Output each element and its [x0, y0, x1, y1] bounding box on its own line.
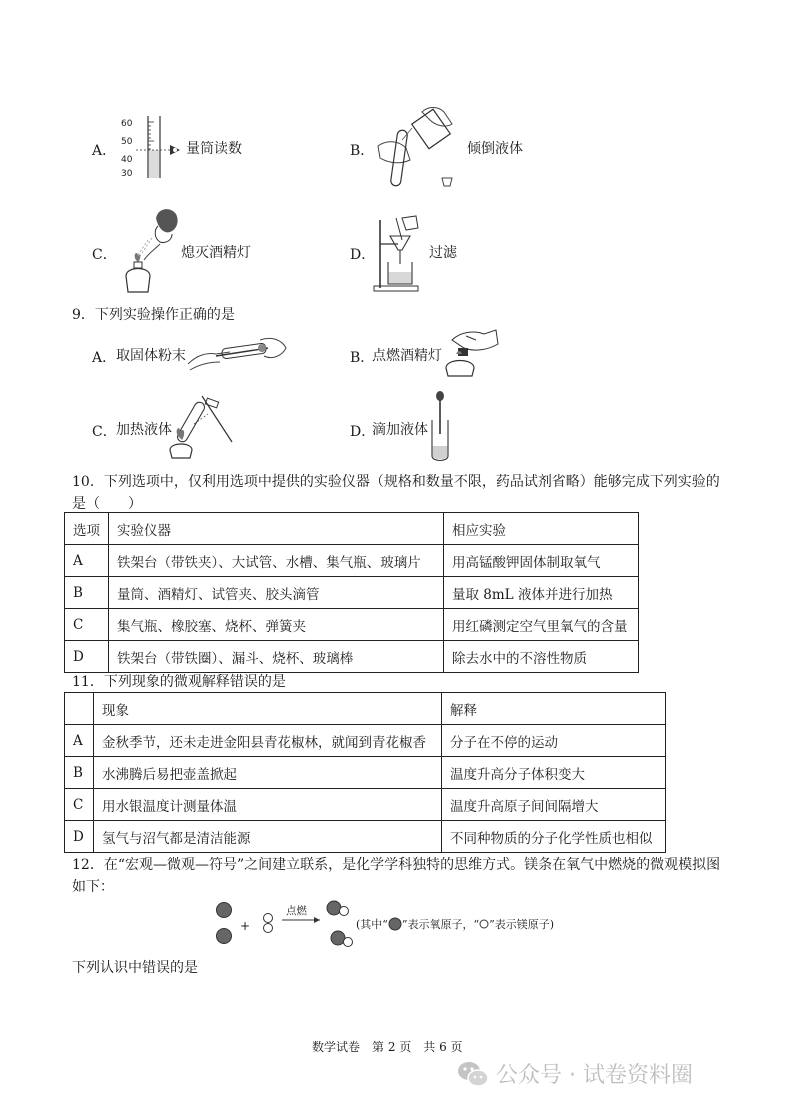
q12-stem-line2: 如下： [72, 879, 114, 895]
q10-stem-line2: 是（ ） [72, 496, 142, 512]
q9-stem: 9．下列实验操作正确的是 [72, 307, 235, 323]
header-cell: 实验仪器 [109, 513, 444, 545]
pouring-liquid-illustration [372, 106, 464, 188]
header-cell: 相应实验 [444, 513, 639, 545]
q12-followup: 下列认识中错误的是 [72, 960, 198, 976]
table-cell: C [65, 789, 94, 821]
dropping-liquid-illustration [428, 390, 452, 464]
graduated-cylinder-illustration [118, 112, 188, 182]
table-cell: 集气瓶、橡胶塞、烧杯、弹簧夹 [109, 609, 444, 641]
mgo-molecule-icon [327, 901, 341, 915]
oxygen-atom-legend-icon [479, 919, 489, 929]
table-cell: 用高锰酸钾固体制取氧气 [444, 545, 639, 577]
q10-table [64, 512, 639, 673]
q9-option-b-text: 点燃酒精灯 [372, 348, 442, 364]
table-row [65, 545, 639, 577]
table-cell: 不同种物质的分子化学性质也相似 [442, 821, 666, 853]
q9-option-a-letter: A． [92, 350, 117, 366]
header-cell [65, 693, 94, 725]
wechat-icon [456, 1059, 490, 1089]
watermark-text: 公众号 · 试卷资料圈 [496, 1063, 693, 1088]
table-cell: 铁架台（带铁夹）、大试管、水槽、集气瓶、玻璃片 [109, 545, 444, 577]
table-cell: D [65, 641, 109, 673]
filtration-illustration [372, 214, 426, 294]
table-cell: 水沸腾后易把壶盖掀起 [94, 757, 442, 789]
tick-label-30: 30 [121, 169, 133, 179]
table-cell: B [65, 577, 109, 609]
table-row [65, 641, 639, 673]
table-row [65, 789, 666, 821]
page-footer: 数学试卷 第 2 页 共 6 页 [312, 1040, 463, 1054]
legend-prefix: (其中“ [356, 918, 388, 931]
table-row [65, 757, 666, 789]
oxygen-atom-icon [264, 914, 273, 923]
reaction-condition: 点燃 [286, 905, 307, 917]
q9-option-c-text: 加热液体 [116, 422, 172, 438]
table-cell: B [65, 757, 94, 789]
mg-atom-icon [217, 903, 232, 918]
option-b-text: 倾倒液体 [467, 141, 523, 157]
lighting-lamp-illustration [440, 326, 500, 378]
table-cell: 分子在不停的运动 [442, 725, 666, 757]
table-cell: 量筒、酒精灯、试管夹、胶头滴管 [109, 577, 444, 609]
table-cell: 温度升高分子体积变大 [442, 757, 666, 789]
table-row [65, 821, 666, 853]
reaction-diagram [210, 896, 360, 952]
tick-label-50: 50 [121, 137, 133, 147]
q11-table [64, 692, 666, 853]
q9-option-b-letter: B． [350, 350, 375, 366]
table-cell: 铁架台（带铁圈）、漏斗、烧杯、玻璃棒 [109, 641, 444, 673]
table-cell: A [65, 725, 94, 757]
q11-stem: 11．下列现象的微观解释错误的是 [72, 674, 286, 690]
plus-sign: + [240, 919, 251, 933]
option-a-letter: A． [92, 143, 117, 159]
table-row [65, 577, 639, 609]
option-c-text: 熄灭酒精灯 [181, 245, 251, 261]
table-cell: 量取 8mL 液体并进行加热 [444, 577, 639, 609]
table-cell: 用红磷测定空气里氧气的含量 [444, 609, 639, 641]
table-cell: 温度升高原子间间隔增大 [442, 789, 666, 821]
oxygen-atom-icon [264, 924, 273, 933]
q9-option-d-text: 滴加液体 [372, 422, 428, 438]
q9-option-c-letter: C． [92, 424, 117, 440]
tick-label-60: 60 [121, 119, 133, 129]
watermark [456, 1058, 693, 1089]
legend-suffix: ”表示镁原子) [489, 918, 555, 931]
table-cell: A [65, 545, 109, 577]
legend [356, 916, 554, 932]
option-d-letter: D． [350, 247, 376, 263]
table-header-row [65, 693, 666, 725]
table-cell: 金秋季节，还未走进金阳县青花椒林，就闻到青花椒香 [94, 725, 442, 757]
header-cell: 选项 [65, 513, 109, 545]
option-d-text: 过滤 [429, 245, 457, 261]
table-cell: C [65, 609, 109, 641]
mg-atom-icon [217, 929, 232, 944]
heating-liquid-illustration [168, 394, 240, 460]
blowing-out-lamp-illustration [118, 204, 184, 296]
header-cell: 现象 [94, 693, 442, 725]
header-cell: 解释 [442, 693, 666, 725]
tick-label-40: 40 [121, 155, 133, 165]
mgo-molecule-icon [331, 931, 345, 945]
table-cell: 用水银温度计测量体温 [94, 789, 442, 821]
table-header-row [65, 513, 639, 545]
table-cell: 氢气与沼气都是清洁能源 [94, 821, 442, 853]
mg-atom-legend-icon [388, 917, 402, 931]
legend-mid: ”表示氧原子，“ [401, 918, 480, 931]
q10-stem-line1: 10．下列选项中，仅利用选项中提供的实验仪器（规格和数量不限，药品试剂省略）能够完成下列实验的 [72, 474, 720, 490]
table-cell: 除去水中的不溶性物质 [444, 641, 639, 673]
powder-sampling-illustration [186, 334, 290, 376]
option-c-letter: C． [92, 247, 117, 263]
q9-option-a-text: 取固体粉末 [116, 348, 186, 364]
option-a-text: 量筒读数 [186, 141, 242, 157]
table-row [65, 725, 666, 757]
table-cell: D [65, 821, 94, 853]
table-row [65, 609, 639, 641]
option-b-letter: B． [350, 143, 375, 159]
q9-option-d-letter: D． [350, 424, 376, 440]
q12-stem-line1: 12．在“宏观—微观—符号”之间建立联系，是化学学科独特的思维方式。镁条在氧气中燃烧的微观模拟图 [72, 857, 721, 873]
